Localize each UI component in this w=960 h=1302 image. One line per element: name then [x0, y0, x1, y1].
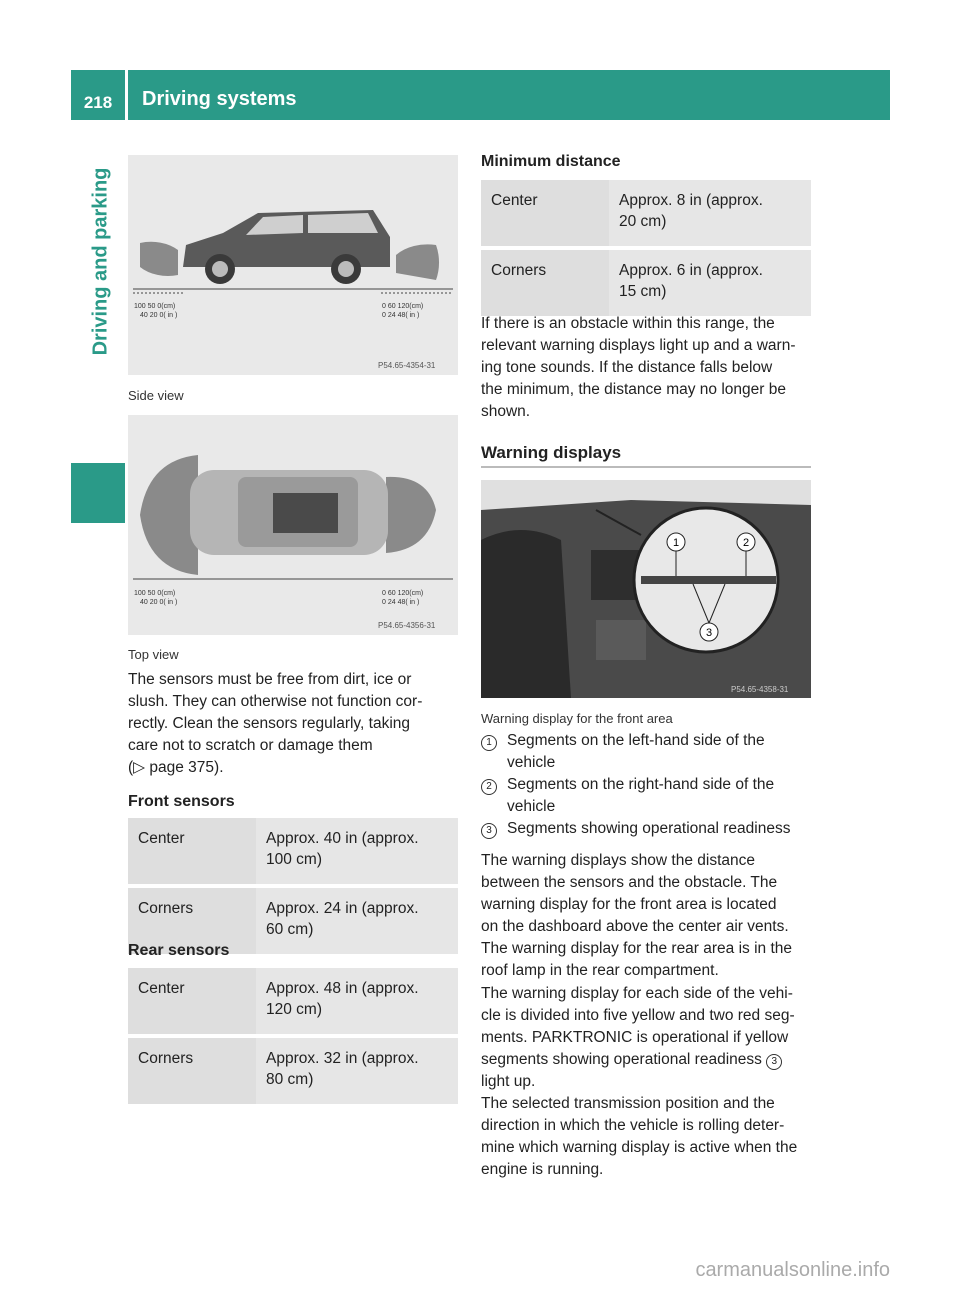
- watermark: carmanualsonline.info: [695, 1259, 890, 1281]
- side-view-caption: Side view: [128, 388, 184, 403]
- list-item: 1 Segments on the left-hand side of the vehicle: [481, 730, 816, 774]
- svg-text:2: 2: [742, 537, 750, 549]
- front-sensors-heading: Front sensors: [128, 793, 235, 810]
- top-view-figure: [128, 415, 458, 635]
- svg-text:3: 3: [705, 627, 713, 639]
- segments-paragraph: The warning display for each side of the vehi- cle is divided into five yellow and two red seg- ments. PARKTRONIC is operational if yellow segments showing operational readiness 3 light up.: [481, 985, 795, 1090]
- table-row: Center Approx. 40 in (approx. 100 cm): [128, 818, 458, 886]
- segment-bar: [641, 576, 776, 584]
- table-row: Corners Approx. 32 in (approx. 80 cm): [128, 1036, 458, 1104]
- warning-displays-heading: Warning displays: [481, 443, 622, 462]
- scale-left-cm: 100 50 0(cm): [134, 590, 176, 597]
- transmission-paragraph: The selected transmission position and the direction in which the vehicle is rolling deter- mine which warning display is active when the engine is running.: [481, 1095, 798, 1178]
- page-title: Driving systems: [142, 88, 297, 110]
- warning-location-paragraph: The warning displays show the distance between the sensors and the obstacle. The warning display for the front area is located on the dashboard above the center air vents. The warning display for the rear area is in the roof lamp in the rear compartment.: [481, 852, 793, 979]
- figure-code: P54.65-4358-31: [731, 685, 789, 694]
- minimum-distance-paragraph: If there is an obstacle within this range, the relevant warning displays light up and a warn- ing tone sounds. If the distance falls below the minimum, the distance may no longer be shown.: [481, 315, 796, 420]
- section-tab: [71, 463, 125, 523]
- list-item: 3 Segments showing operational readiness: [481, 818, 816, 840]
- heading-rule: [481, 466, 811, 468]
- top-view-caption: Top view: [128, 647, 179, 662]
- side-section-label: Driving and parking: [89, 167, 112, 356]
- table-row: Corners Approx. 24 in (approx. 60 cm): [128, 886, 458, 954]
- scale-right-cm: 0 60 120(cm): [382, 303, 424, 310]
- side-view-figure: [128, 155, 458, 375]
- table-row: Center Approx. 8 in (approx. 20 cm): [481, 180, 811, 248]
- side-view-illustration: [128, 155, 458, 375]
- scale-left-in: 40 20 0( in ): [140, 599, 178, 606]
- top-view-illustration: [128, 415, 458, 635]
- dashboard-illustration: [481, 480, 811, 698]
- scale-left-cm: 100 50 0(cm): [134, 303, 176, 310]
- front-sensors-table: [128, 818, 458, 954]
- steering-wheel: [481, 530, 571, 698]
- sensor-care-paragraph: The sensors must be free from dirt, ice or slush. They can otherwise not function cor- rectly. Clean the sensors regularly, taking care not to scratch or damage them (▷ page 375).: [128, 671, 423, 776]
- page-number: 218: [71, 70, 125, 120]
- legend-list: [481, 730, 816, 840]
- figure-code: P54.65-4356-31: [378, 621, 436, 630]
- scale-right-cm: 0 60 120(cm): [382, 590, 424, 597]
- minimum-distance-table: [481, 180, 811, 316]
- rear-sensors-table: [128, 968, 458, 1104]
- table-row: Corners Approx. 6 in (approx. 15 cm): [481, 248, 811, 316]
- figure-code: P54.65-4354-31: [378, 361, 436, 370]
- warning-display-figure: [481, 480, 811, 698]
- svg-text:1: 1: [672, 537, 680, 549]
- table-row: Center Approx. 48 in (approx. 120 cm): [128, 968, 458, 1036]
- scale-right-in: 0 24 48( in ): [382, 599, 420, 606]
- scale-right-in: 0 24 48( in ): [382, 312, 420, 319]
- list-item: 2 Segments on the right-hand side of the vehicle: [481, 774, 816, 818]
- warning-display-caption: Warning display for the front area: [481, 711, 673, 726]
- rear-sensors-heading: Rear sensors: [128, 942, 230, 959]
- minimum-distance-heading: Minimum distance: [481, 153, 621, 170]
- scale-left-in: 40 20 0( in ): [140, 312, 178, 319]
